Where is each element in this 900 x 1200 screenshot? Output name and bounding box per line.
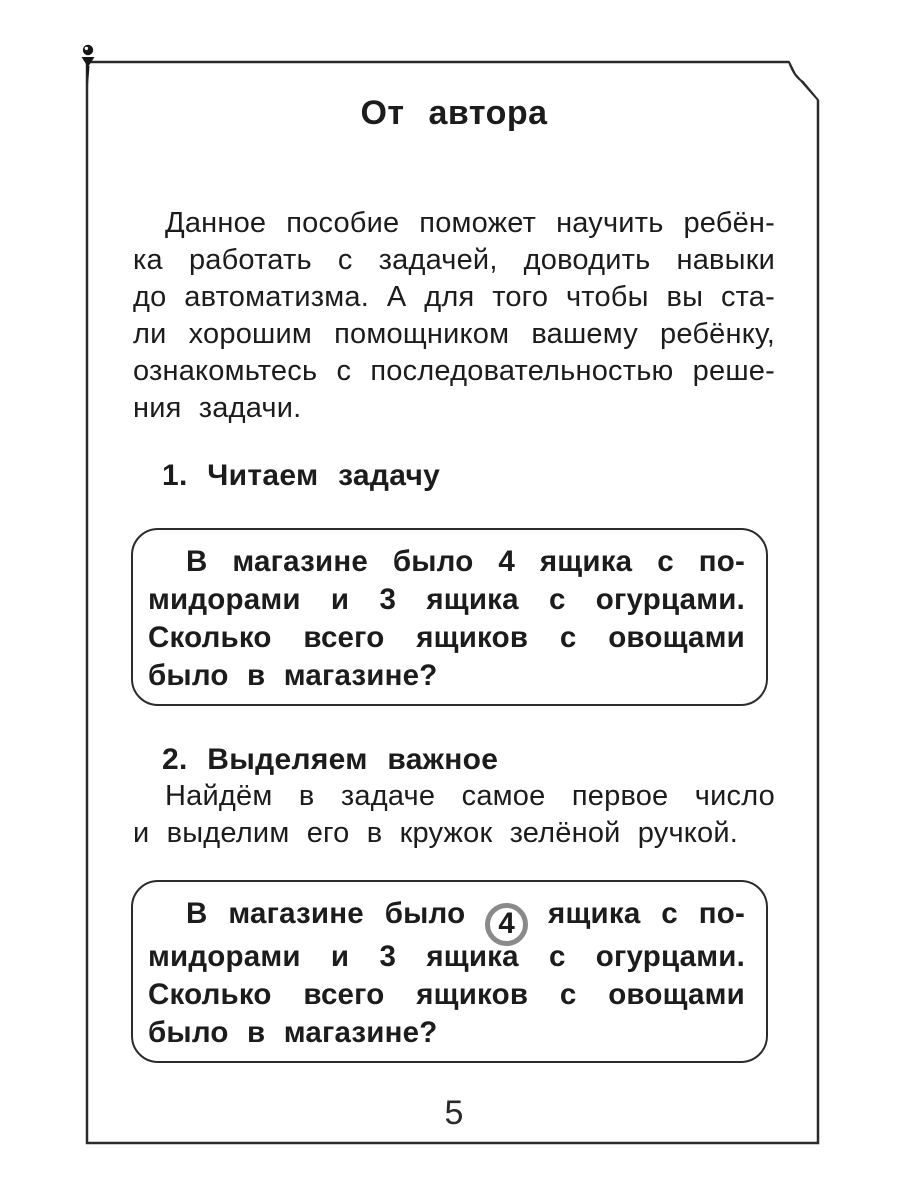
text-line: было в магазине? <box>148 1015 438 1049</box>
text-line: ли хорошим помощником вашему ребёнку, <box>133 318 775 350</box>
text-line: Сколько всего ящиков с овощами <box>148 977 745 1011</box>
text-line: Сколько всего ящиков с овощами <box>148 621 745 654</box>
push-pin-icon <box>82 45 95 85</box>
task-box-1 <box>131 528 768 706</box>
text-line: мидорами и 3 ящика с огурцами. <box>148 939 745 973</box>
circled-digit: 4 <box>498 907 515 940</box>
text-segment: В магазине было <box>186 897 466 930</box>
text-line: Данное пособие поможет научить ребён- <box>165 207 775 239</box>
text-line: было в магазине? <box>148 659 438 692</box>
text-line: Найдём в задаче самое первое число <box>165 780 775 812</box>
text-line: ния задачи. <box>133 392 302 424</box>
folded-corner-icon <box>789 62 818 100</box>
text-line: ка работать с задачей, доводить навыки <box>133 244 775 276</box>
text-segment: ящика с по- <box>548 897 746 930</box>
page-title: От автора <box>360 94 548 132</box>
text-line: В магазине было 4 ящика с по- <box>186 545 745 578</box>
page-number: 5 <box>444 1094 464 1132</box>
section-2-heading: 2. Выделяем важное <box>162 743 499 776</box>
section-1-heading: 1. Читаем задачу <box>162 459 441 492</box>
text-line-with-circle <box>148 895 745 938</box>
text-line: ознакомьтесь с последовательностью реше- <box>133 355 775 387</box>
text-line: до автоматизма. А для того чтобы вы ста- <box>133 281 775 313</box>
page-content <box>133 0 775 1200</box>
text-line: мидорами и 3 ящика с огурцами. <box>148 583 745 616</box>
intro-paragraph <box>133 205 775 427</box>
section-2-paragraph <box>133 778 775 852</box>
task-box-2 <box>131 880 768 1063</box>
text-line: и выделим его в кружок зелёной ручкой. <box>133 817 739 849</box>
